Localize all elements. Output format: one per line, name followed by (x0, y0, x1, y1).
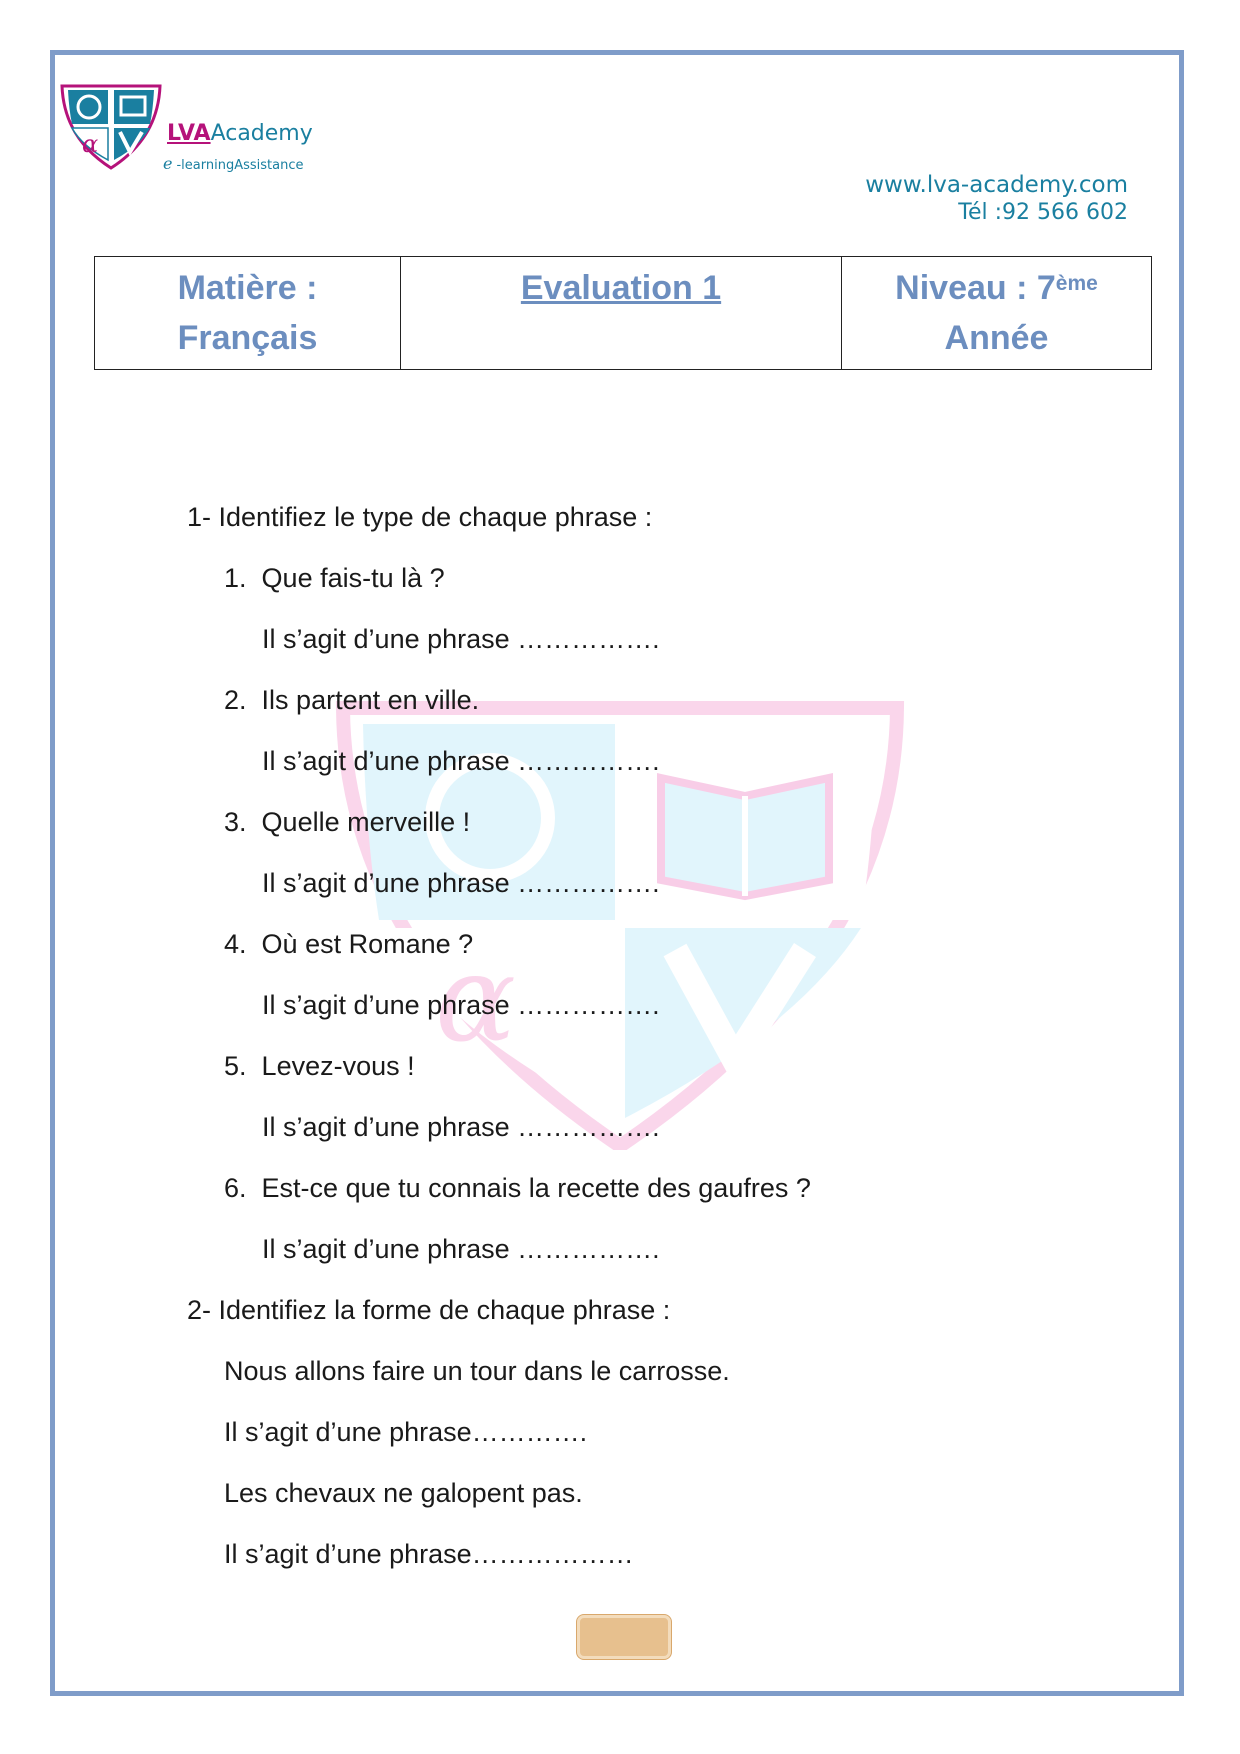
contact-info (865, 172, 1128, 225)
page-footer-button[interactable] (577, 1615, 671, 1659)
exercise2-line: Il s’agit d’une phrase…………. (224, 1417, 588, 1447)
page-title: Evaluation 1 (520, 269, 722, 307)
exercise2-line: Les chevaux ne galopent pas. (224, 1478, 583, 1508)
answer-line: Il s’agit d’une phrase ……………. (262, 624, 660, 654)
level-superscript: ème (1055, 272, 1098, 295)
header-table (94, 256, 1152, 370)
item-number: 5. (224, 1051, 247, 1081)
item-sentence: Que fais-tu là ? (261, 563, 445, 593)
title-cell (401, 257, 842, 370)
exercise2-heading: 2- Identifiez la forme de chaque phrase : (187, 1295, 671, 1325)
answer-line: Il s’agit d’une phrase ……………. (262, 1234, 660, 1264)
answer-line: Il s’agit d’une phrase ……………. (262, 868, 660, 898)
brand-tagline-text: -learningAssistance (176, 158, 304, 173)
brand-name-prefix: LVA (167, 121, 211, 146)
exercise1-heading: 1- Identifiez le type de chaque phrase : (187, 502, 653, 532)
level-label: Niveau : 7 (895, 269, 1056, 307)
phone-number: Tél :92 566 602 (958, 200, 1128, 225)
exercise2-line: Nous allons faire un tour dans le carrosse. (224, 1356, 730, 1386)
list-item (224, 929, 473, 960)
answer-line: Il s’agit d’une phrase ……………. (262, 990, 660, 1020)
list-item (224, 807, 470, 838)
item-number: 1. (224, 563, 247, 593)
subject-label: Matière : (177, 269, 318, 307)
list-item (224, 563, 445, 594)
svg-text:α: α (435, 930, 517, 1069)
item-sentence: Où est Romane ? (261, 929, 474, 959)
svg-text:α: α (82, 130, 99, 158)
answer-line: Il s’agit d’une phrase ……………. (262, 746, 660, 776)
level-cell (842, 257, 1152, 370)
answer-line: Il s’agit d’une phrase ……………. (262, 1112, 660, 1142)
item-sentence: Levez-vous ! (261, 1051, 415, 1081)
level-value: Année (944, 319, 1049, 357)
item-number: 4. (224, 929, 247, 959)
brand-tagline (163, 154, 303, 173)
list-item (224, 685, 479, 716)
brand-tagline-e: e (163, 154, 173, 173)
level-label-line (850, 263, 1143, 313)
item-number: 6. (224, 1173, 247, 1203)
item-number: 2. (224, 685, 247, 715)
list-item (224, 1051, 415, 1082)
list-item (224, 1173, 811, 1204)
brand-name-suffix: Academy (210, 121, 313, 146)
item-sentence: Ils partent en ville. (261, 685, 480, 715)
website-link[interactable]: www.lva-academy.com (865, 172, 1128, 198)
item-number: 3. (224, 807, 247, 837)
subject-cell (95, 257, 401, 370)
item-sentence: Quelle merveille ! (261, 807, 471, 837)
item-sentence: Est-ce que tu connais la recette des gaufres ? (261, 1173, 811, 1203)
exercise2-line: Il s’agit d’une phrase……………… (224, 1539, 634, 1569)
subject-value: Français (177, 319, 318, 357)
academy-logo-icon (58, 80, 164, 170)
brand-name (167, 121, 313, 146)
